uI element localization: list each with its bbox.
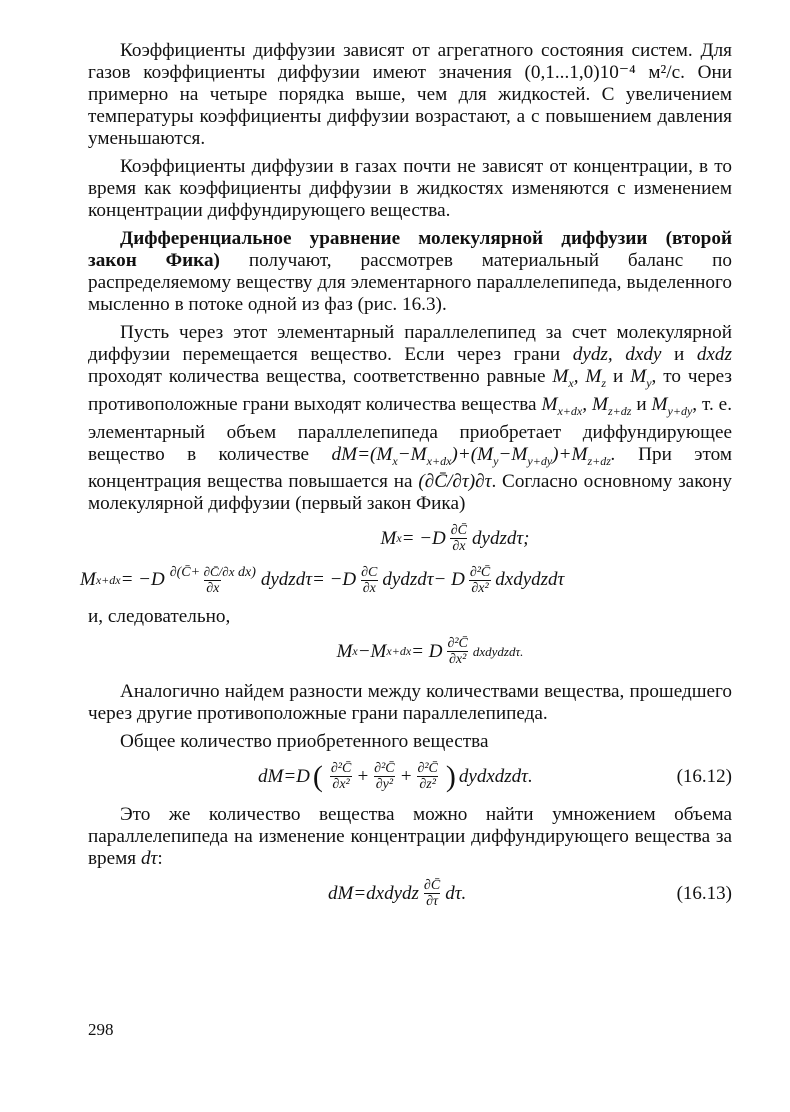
text-and-therefore: и, следовательно, (88, 606, 231, 628)
paragraph-volume: Это же количество вещества можно найти умножением объема параллелепипеда на изменение концентрации диффундирующего вещества за время dτ: (88, 804, 732, 870)
page-number: 298 (88, 1020, 114, 1039)
paragraph-balance: Пусть через этот элементарный параллелепипед за счет молекулярной диффузии перемещается вещество. Если через грани dydz, dxdy и dxdz проходят количества вещества, соответственно равные $M_x$, $M_z$ и $M_y$, то через противоположные грани выходят количества вещества $M_{x+dx}$, $M_{z+dz}$ и $M_{y+dy}$, т. е. элементарный объем параллелепипеда приобретает диффундирующее вещество в количестве $dM=(M_x-M_{x+dx})+(M_y-M_{y+dy})+M_{z+dz}$. При этом концентрация вещества повышается на (∂C̄/∂τ)∂τ. Согласно основному закону молекулярной диффузии (первый закон Фика) (88, 322, 732, 515)
paragraph-diffusion-coefficients: Коэффициенты диффузии зависят от агрегатного состояния систем. Для газов коэффициенты диффузии имеют значения (0,1...1,0)10⁻⁴ м²/с. Они примерно на четыре порядка выше, чем для жидкостей. С увеличением температуры коэффициенты диффузии возрастают, а с повышением давления уменьшаются. (88, 40, 732, 149)
formula-16-13: dM=dxdydz $\frac{\partial C̄}{\partial\tau}$ dτ. (16.13) (328, 878, 732, 910)
formula-difference: M x −M x+dx = D $\frac{\text{∂²C̄}}{\text{∂x²}}$ dxdydzdτ. (336, 636, 524, 668)
page-body (80, 40, 732, 919)
paragraph-analogous: Аналогично найдем разности между количествами вещества, прошедшего через другие противоположные грани параллелепипеда. (88, 681, 732, 725)
paragraph-total: Общее количество приобретенного вещества (120, 731, 489, 753)
formula-fick-first: M x = −D $\frac{\partial C̄}{\partial x}$ dydzdτ; (380, 523, 530, 555)
bold-term: Дифференциальное уравнение молекулярной диффузии (второй закон Фика) (88, 228, 732, 271)
paragraph-gas-liquid: Коэффициенты диффузии в газах почти не зависят от концентрации, в то время как коэффициенты диффузии в жидкостях изменяются с изменением концентрации диффундирующего вещества. (88, 156, 732, 221)
equation-number: (16.13) (676, 882, 732, 904)
formula-16-12: dM=D ( $\frac{\text{∂²C̄}}{\text{∂x²}}$ + $\frac{\text{∂²C̄}}{\text{∂y²}}$ + $\frac{\text{∂²C̄}}{\text{∂z²}}$ ) dydxdzdτ. (16.12) (258, 759, 732, 793)
equation-number: (16.12) (676, 765, 732, 787)
formula-flux-x-dx: M x+dx = −D $\frac{\text{∂(C̄+ ∂C̄/∂x dx)}}{\partial x}$ dydzdτ= −D $\frac{\partial C}{\partial x}$ dydzdτ− D $\frac{\text{∂²C̄}}{\text{∂x²}}$ dxdydzdτ (80, 564, 565, 597)
paragraph-second-fick-law: Дифференциальное уравнение молекулярной диффузии (второй закон Фика) получают, рассмотрев материальный баланс по распределяемому веществу для элементарного параллелепипеда, выделенного мысленно в потоке одной из фаз (рис. 16.3). (88, 228, 732, 315)
